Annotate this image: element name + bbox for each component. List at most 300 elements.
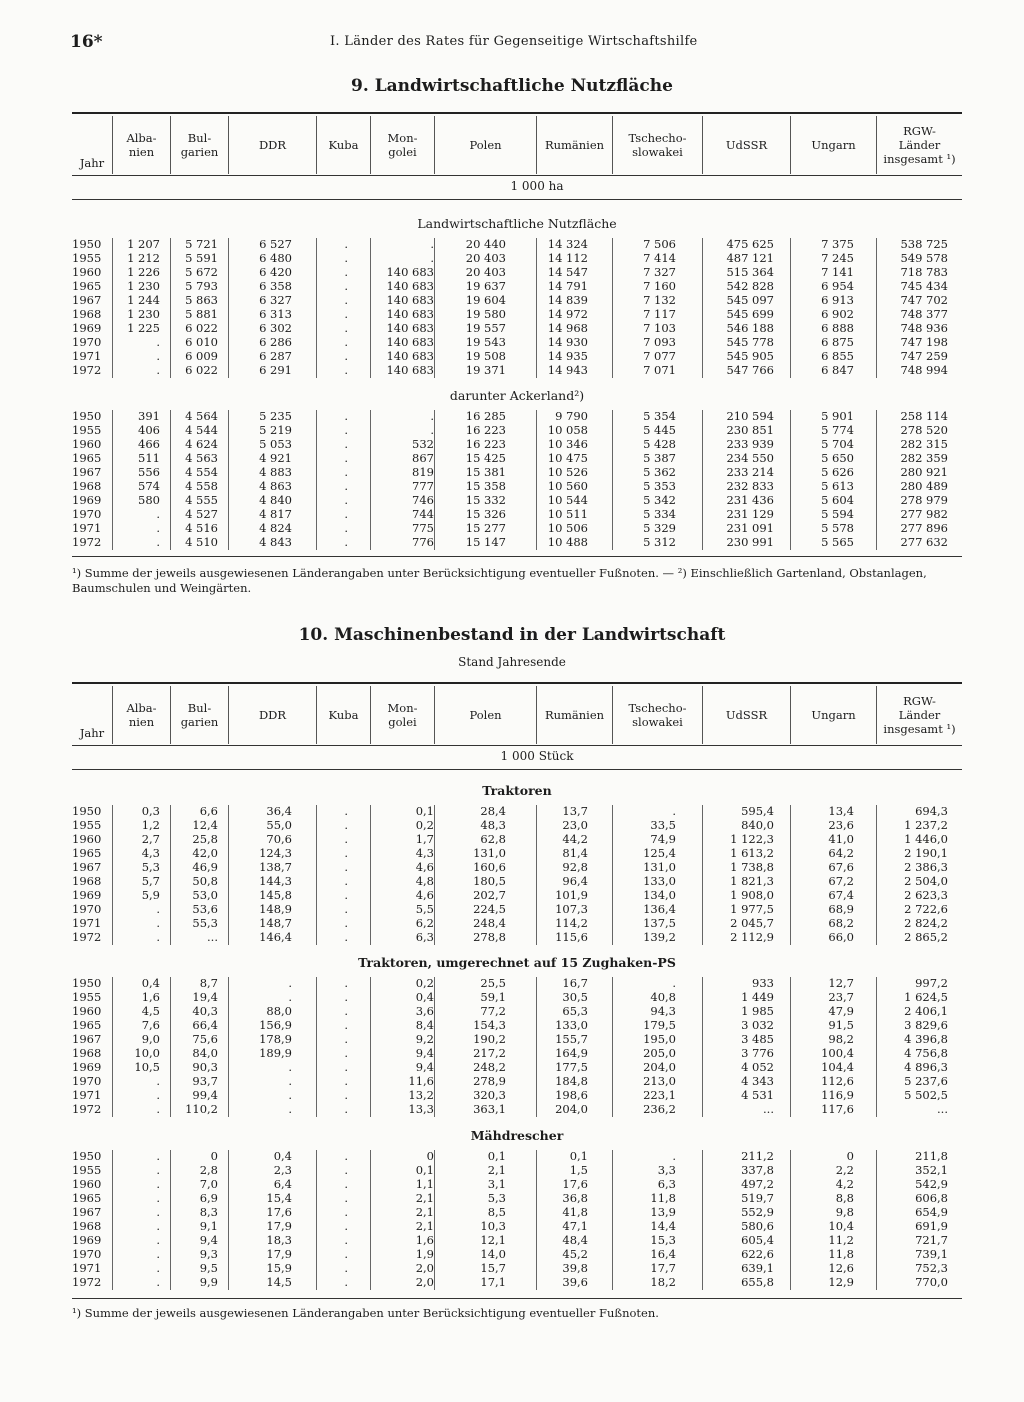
cell-col-rumaenien: 13,7 — [562, 804, 588, 818]
cell-col-rumaenien: 65,3 — [562, 1004, 588, 1018]
cell-col-albanien: 511 — [138, 451, 160, 465]
cell-col-bulgarien: ... — [207, 930, 218, 944]
cell-col-ungarn: 98,2 — [828, 1032, 854, 1046]
cell-col-polen: 15 332 — [465, 493, 506, 507]
cell-col-albanien: . — [156, 1177, 160, 1191]
cell-col-ungarn: 7 141 — [821, 265, 854, 279]
cell-col-bulgarien: 4 624 — [185, 437, 218, 451]
table10-subtitle: Stand Jahresende — [458, 655, 566, 669]
cell-col-kuba: . — [344, 990, 348, 1004]
table-row — [72, 1276, 962, 1289]
column-divider — [536, 977, 537, 1117]
cell-col-bulgarien: 4 527 — [185, 507, 218, 521]
cell-col-kuba: . — [344, 1032, 348, 1046]
cell-col-kuba: . — [344, 349, 348, 363]
cell-col-udssr: 230 991 — [726, 535, 774, 549]
cell-col-ddr: 4 843 — [259, 535, 292, 549]
column-divider — [876, 977, 877, 1117]
cell-col-kuba: . — [344, 535, 348, 549]
cell-col-ddr: 144,3 — [259, 874, 292, 888]
cell-col-rgw: 691,9 — [915, 1219, 948, 1233]
cell-col-rumaenien: 39,6 — [562, 1275, 588, 1289]
cell-col-ungarn: 6 847 — [821, 363, 854, 377]
cell-col-kuba: . — [344, 1074, 348, 1088]
cell-col-mongolei: . — [430, 251, 434, 265]
cell-col-ungarn: 66,0 — [828, 930, 854, 944]
table-row — [72, 508, 962, 521]
cell-col-rumaenien: 0,1 — [569, 1149, 588, 1163]
cell-col-tschechoslowakei: 5 353 — [643, 479, 676, 493]
cell-col-udssr: 547 766 — [726, 363, 774, 377]
cell-col-udssr: 605,4 — [741, 1233, 774, 1247]
cell-col-kuba: . — [344, 251, 348, 265]
cell-col-rumaenien: 14 547 — [547, 265, 588, 279]
cell-col-udssr: 933 — [752, 976, 774, 990]
cell-col-tschechoslowakei: 74,9 — [650, 832, 676, 846]
column-divider — [536, 238, 537, 378]
cell-col-ungarn: 6 888 — [821, 321, 854, 335]
column-divider — [702, 410, 703, 550]
cell-col-rgw: 4 896,3 — [904, 1060, 948, 1074]
cell-col-tschechoslowakei: 7 071 — [643, 363, 676, 377]
cell-col-rumaenien: 14 968 — [547, 321, 588, 335]
cell-col-jahr: 1971 — [72, 1261, 102, 1275]
table-row — [72, 1248, 962, 1261]
cell-col-bulgarien: 4 544 — [185, 423, 218, 437]
cell-col-ungarn: 5 774 — [821, 423, 854, 437]
cell-col-albanien: 5,3 — [141, 860, 160, 874]
cell-col-tschechoslowakei: 11,8 — [650, 1191, 676, 1205]
cell-col-kuba: . — [344, 237, 348, 251]
cell-col-bulgarien: 40,3 — [192, 1004, 218, 1018]
cell-col-kuba: . — [344, 265, 348, 279]
table-row — [72, 480, 962, 493]
cell-col-ddr: 6 358 — [259, 279, 292, 293]
table-row — [72, 266, 962, 279]
cell-col-jahr: 1950 — [72, 237, 102, 251]
cell-col-albanien: 1,2 — [141, 818, 160, 832]
cell-col-udssr: 4 052 — [741, 1060, 774, 1074]
cell-col-udssr: 2 045,7 — [730, 916, 774, 930]
cell-col-rgw: 745 434 — [900, 279, 948, 293]
cell-col-rgw: 770,0 — [915, 1275, 948, 1289]
cell-col-udssr: 1 908,0 — [730, 888, 774, 902]
cell-col-albanien: 391 — [138, 409, 160, 423]
cell-col-udssr: 545 097 — [726, 293, 774, 307]
cell-col-albanien: 10,5 — [134, 1060, 160, 1074]
cell-col-kuba: . — [344, 1205, 348, 1219]
table9-header-col-kuba: Kuba — [316, 116, 370, 174]
cell-col-ddr: . — [288, 1060, 292, 1074]
cell-col-jahr: 1969 — [72, 1060, 102, 1074]
cell-col-tschechoslowakei: 137,5 — [643, 916, 676, 930]
cell-col-albanien: 0,4 — [141, 976, 160, 990]
cell-col-ungarn: 47,9 — [828, 1004, 854, 1018]
cell-col-bulgarien: 6,6 — [199, 804, 218, 818]
cell-col-kuba: . — [344, 465, 348, 479]
cell-col-kuba: . — [344, 1088, 348, 1102]
cell-col-tschechoslowakei: 136,4 — [643, 902, 676, 916]
table9-bottom-rule — [72, 556, 962, 557]
cell-col-rumaenien: 177,5 — [555, 1060, 588, 1074]
cell-col-albanien: 1 225 — [127, 321, 160, 335]
cell-col-tschechoslowakei: 14,4 — [650, 1219, 676, 1233]
cell-col-ddr: 55,0 — [266, 818, 292, 832]
cell-col-jahr: 1960 — [72, 265, 102, 279]
cell-col-bulgarien: 6 010 — [185, 335, 218, 349]
cell-col-ddr: 88,0 — [266, 1004, 292, 1018]
table-row — [72, 494, 962, 507]
column-divider — [112, 977, 113, 1117]
cell-col-bulgarien: 4 554 — [185, 465, 218, 479]
table-row — [72, 875, 962, 888]
cell-col-mongolei: 867 — [412, 451, 434, 465]
cell-col-udssr: 595,4 — [741, 804, 774, 818]
cell-col-kuba: . — [344, 1261, 348, 1275]
cell-col-udssr: 840,0 — [741, 818, 774, 832]
cell-col-udssr: 1 738,8 — [730, 860, 774, 874]
cell-col-rumaenien: 10 544 — [547, 493, 588, 507]
cell-col-jahr: 1972 — [72, 535, 102, 549]
cell-col-mongolei: 140 683 — [386, 265, 434, 279]
cell-col-ungarn: 5 604 — [821, 493, 854, 507]
cell-col-udssr: 1 122,3 — [730, 832, 774, 846]
cell-col-jahr: 1955 — [72, 251, 102, 265]
cell-col-albanien: . — [156, 1102, 160, 1116]
column-divider — [170, 238, 171, 378]
cell-col-polen: 0,1 — [487, 1149, 506, 1163]
cell-col-udssr: 232 833 — [726, 479, 774, 493]
cell-col-tschechoslowakei: 6,3 — [657, 1177, 676, 1191]
cell-col-rumaenien: 47,1 — [562, 1219, 588, 1233]
cell-col-ungarn: 6 902 — [821, 307, 854, 321]
cell-col-ungarn: 112,6 — [821, 1074, 854, 1088]
cell-col-tschechoslowakei: 18,2 — [650, 1275, 676, 1289]
cell-col-udssr: 515 364 — [726, 265, 774, 279]
cell-col-rgw: 721,7 — [915, 1233, 948, 1247]
cell-col-mongolei: 4,6 — [415, 888, 434, 902]
cell-col-bulgarien: 5 863 — [185, 293, 218, 307]
cell-col-rumaenien: 115,6 — [555, 930, 588, 944]
cell-col-ungarn: 116,9 — [821, 1088, 854, 1102]
cell-col-kuba: . — [344, 521, 348, 535]
cell-col-jahr: 1969 — [72, 493, 102, 507]
column-divider — [170, 805, 171, 945]
cell-col-tschechoslowakei: 7 160 — [643, 279, 676, 293]
column-divider — [316, 1150, 317, 1290]
cell-col-mongolei: 9,4 — [415, 1060, 434, 1074]
table-row — [72, 991, 962, 1004]
cell-col-rumaenien: 92,8 — [562, 860, 588, 874]
cell-col-tschechoslowakei: 33,5 — [650, 818, 676, 832]
cell-col-albanien: . — [156, 1219, 160, 1233]
cell-col-polen: 8,5 — [487, 1205, 506, 1219]
cell-col-ddr: 4 921 — [259, 451, 292, 465]
column-divider — [434, 410, 435, 550]
table9-header-col-udssr: UdSSR — [702, 116, 790, 174]
cell-col-ungarn: 0 — [846, 1149, 854, 1163]
cell-col-ddr: 148,9 — [259, 902, 292, 916]
cell-col-kuba: . — [344, 888, 348, 902]
table-row — [72, 294, 962, 307]
cell-col-ddr: 5 053 — [259, 437, 292, 451]
table10-block-title: Mähdrescher — [470, 1128, 564, 1143]
cell-col-ddr: 0,4 — [273, 1149, 292, 1163]
cell-col-kuba: . — [344, 293, 348, 307]
cell-col-tschechoslowakei: . — [672, 804, 676, 818]
cell-col-mongolei: 3,6 — [415, 1004, 434, 1018]
cell-col-polen: 16 223 — [465, 437, 506, 451]
table-row — [72, 1033, 962, 1046]
cell-col-rumaenien: 155,7 — [555, 1032, 588, 1046]
table10-header-col-udssr: UdSSR — [702, 686, 790, 744]
column-divider — [434, 805, 435, 945]
cell-col-ddr: 5 219 — [259, 423, 292, 437]
cell-col-tschechoslowakei: 94,3 — [650, 1004, 676, 1018]
cell-col-bulgarien: 4 516 — [185, 521, 218, 535]
cell-col-jahr: 1970 — [72, 902, 102, 916]
cell-col-polen: 48,3 — [480, 818, 506, 832]
column-divider — [434, 1150, 435, 1290]
cell-col-ungarn: 6 875 — [821, 335, 854, 349]
cell-col-tschechoslowakei: 40,8 — [650, 990, 676, 1004]
cell-col-mongolei: 2,0 — [415, 1275, 434, 1289]
cell-col-rumaenien: 44,2 — [562, 832, 588, 846]
cell-col-mongolei: . — [430, 409, 434, 423]
cell-col-rumaenien: 41,8 — [562, 1205, 588, 1219]
column-divider — [536, 410, 537, 550]
cell-col-ungarn: 100,4 — [821, 1046, 854, 1060]
cell-col-rgw: 739,1 — [915, 1247, 948, 1261]
cell-col-rumaenien: 101,9 — [555, 888, 588, 902]
cell-col-mongolei: 140 683 — [386, 293, 434, 307]
cell-col-ddr: 36,4 — [266, 804, 292, 818]
column-divider — [612, 977, 613, 1117]
cell-col-ungarn: 9,8 — [835, 1205, 854, 1219]
cell-col-bulgarien: 9,5 — [199, 1261, 218, 1275]
table-row — [72, 819, 962, 832]
column-divider — [790, 238, 791, 378]
table-row — [72, 1089, 962, 1102]
cell-col-mongolei: 0,2 — [415, 976, 434, 990]
table-row — [72, 1262, 962, 1275]
column-divider — [112, 805, 113, 945]
cell-col-bulgarien: 6 022 — [185, 363, 218, 377]
cell-col-ddr: 6 480 — [259, 251, 292, 265]
cell-col-ddr: . — [288, 976, 292, 990]
cell-col-polen: 217,2 — [473, 1046, 506, 1060]
cell-col-jahr: 1969 — [72, 321, 102, 335]
table-row — [72, 536, 962, 549]
cell-col-udssr: 233 939 — [726, 437, 774, 451]
table-row — [72, 1150, 962, 1163]
cell-col-ungarn: 7 245 — [821, 251, 854, 265]
cell-col-ungarn: 5 565 — [821, 535, 854, 549]
column-divider — [316, 977, 317, 1117]
cell-col-ungarn: 5 626 — [821, 465, 854, 479]
table-row — [72, 308, 962, 321]
cell-col-mongolei: 6,2 — [415, 916, 434, 930]
cell-col-rumaenien: 16,7 — [562, 976, 588, 990]
cell-col-udssr: 546 188 — [726, 321, 774, 335]
cell-col-polen: 25,5 — [480, 976, 506, 990]
cell-col-jahr: 1960 — [72, 1177, 102, 1191]
cell-col-udssr: 545 778 — [726, 335, 774, 349]
cell-col-ddr: . — [288, 1102, 292, 1116]
cell-col-ddr: 17,6 — [266, 1205, 292, 1219]
cell-col-rgw: 3 829,6 — [904, 1018, 948, 1032]
cell-col-jahr: 1970 — [72, 1247, 102, 1261]
cell-col-kuba: . — [344, 1102, 348, 1116]
table9-header-rule — [72, 175, 962, 176]
cell-col-bulgarien: 9,3 — [199, 1247, 218, 1261]
cell-col-ungarn: 6 913 — [821, 293, 854, 307]
cell-col-mongolei: 4,3 — [415, 846, 434, 860]
cell-col-polen: 202,7 — [473, 888, 506, 902]
cell-col-rumaenien: 107,3 — [555, 902, 588, 916]
cell-col-jahr: 1955 — [72, 990, 102, 1004]
table9-top-rule — [72, 112, 962, 114]
cell-col-tschechoslowakei: 7 093 — [643, 335, 676, 349]
cell-col-tschechoslowakei: 5 342 — [643, 493, 676, 507]
cell-col-rgw: 4 396,8 — [904, 1032, 948, 1046]
cell-col-ddr: 6 527 — [259, 237, 292, 251]
cell-col-kuba: . — [344, 930, 348, 944]
table-row — [72, 280, 962, 293]
cell-col-mongolei: 9,2 — [415, 1032, 434, 1046]
table10-header-col-jahr: Jahr — [79, 726, 105, 740]
cell-col-ungarn: 12,7 — [828, 976, 854, 990]
cell-col-bulgarien: 5 591 — [185, 251, 218, 265]
cell-col-bulgarien: 8,7 — [199, 976, 218, 990]
cell-col-rumaenien: 45,2 — [562, 1247, 588, 1261]
column-divider — [790, 410, 791, 550]
cell-col-polen: 77,2 — [480, 1004, 506, 1018]
column-divider — [370, 977, 371, 1117]
cell-col-polen: 363,1 — [473, 1102, 506, 1116]
cell-col-albanien: 10,0 — [134, 1046, 160, 1060]
cell-col-ungarn: 5 650 — [821, 451, 854, 465]
table-row — [72, 322, 962, 335]
cell-col-rumaenien: 96,4 — [562, 874, 588, 888]
cell-col-jahr: 1968 — [72, 479, 102, 493]
cell-col-albanien: . — [156, 521, 160, 535]
cell-col-albanien: . — [156, 916, 160, 930]
cell-col-albanien: . — [156, 1149, 160, 1163]
cell-col-udssr: 1 613,2 — [730, 846, 774, 860]
cell-col-rumaenien: 10 506 — [547, 521, 588, 535]
cell-col-jahr: 1967 — [72, 293, 102, 307]
column-divider — [612, 1150, 613, 1290]
column-divider — [370, 805, 371, 945]
table-row — [72, 1019, 962, 1032]
table-row — [72, 1103, 962, 1116]
cell-col-rgw: 211,8 — [915, 1149, 948, 1163]
cell-col-polen: 19 557 — [465, 321, 506, 335]
cell-col-tschechoslowakei: 15,3 — [650, 1233, 676, 1247]
cell-col-ddr: 156,9 — [259, 1018, 292, 1032]
table-row — [72, 917, 962, 930]
cell-col-mongolei: 2,0 — [415, 1261, 434, 1275]
cell-col-rgw: 997,2 — [915, 976, 948, 990]
cell-col-kuba: . — [344, 335, 348, 349]
cell-col-rgw: 542,9 — [915, 1177, 948, 1191]
table-row — [72, 805, 962, 818]
cell-col-udssr: ... — [763, 1102, 774, 1116]
cell-col-tschechoslowakei: 7 103 — [643, 321, 676, 335]
cell-col-rgw: 2 406,1 — [904, 1004, 948, 1018]
table10-header-col-kuba: Kuba — [316, 686, 370, 744]
table-row — [72, 1178, 962, 1191]
cell-col-udssr: 487 121 — [726, 251, 774, 265]
cell-col-bulgarien: 5 721 — [185, 237, 218, 251]
cell-col-rgw: 278 979 — [900, 493, 948, 507]
cell-col-mongolei: 1,6 — [415, 1233, 434, 1247]
cell-col-bulgarien: 9,1 — [199, 1219, 218, 1233]
cell-col-rgw: 747 702 — [900, 293, 948, 307]
cell-col-rumaenien: 10 488 — [547, 535, 588, 549]
cell-col-udssr: 497,2 — [741, 1177, 774, 1191]
cell-col-kuba: . — [344, 1233, 348, 1247]
cell-col-rgw: 282 359 — [900, 451, 948, 465]
cell-col-kuba: . — [344, 1275, 348, 1289]
table10-header-col-tschechoslowakei: Tschecho- slowakei — [612, 686, 702, 744]
cell-col-albanien: 556 — [138, 465, 160, 479]
cell-col-jahr: 1965 — [72, 1191, 102, 1205]
column-divider — [612, 238, 613, 378]
table-row — [72, 1061, 962, 1074]
column-divider — [228, 977, 229, 1117]
cell-col-rumaenien: 1,5 — [569, 1163, 588, 1177]
cell-col-tschechoslowakei: 7 077 — [643, 349, 676, 363]
cell-col-albanien: . — [156, 335, 160, 349]
cell-col-ddr: 146,4 — [259, 930, 292, 944]
cell-col-ddr: 138,7 — [259, 860, 292, 874]
column-divider — [702, 805, 703, 945]
cell-col-bulgarien: 25,8 — [192, 832, 218, 846]
cell-col-albanien: 580 — [138, 493, 160, 507]
cell-col-rumaenien: 10 346 — [547, 437, 588, 451]
cell-col-tschechoslowakei: 5 445 — [643, 423, 676, 437]
cell-col-tschechoslowakei: 223,1 — [643, 1088, 676, 1102]
cell-col-kuba: . — [344, 1177, 348, 1191]
cell-col-kuba: . — [344, 1247, 348, 1261]
cell-col-rumaenien: 10 058 — [547, 423, 588, 437]
cell-col-tschechoslowakei: 7 506 — [643, 237, 676, 251]
table-row — [72, 931, 962, 944]
cell-col-tschechoslowakei: 5 312 — [643, 535, 676, 549]
cell-col-mongolei: 777 — [412, 479, 434, 493]
cell-col-bulgarien: 90,3 — [192, 1060, 218, 1074]
cell-col-albanien: . — [156, 507, 160, 521]
cell-col-rgw: 5 237,6 — [904, 1074, 948, 1088]
cell-col-albanien: 1 207 — [127, 237, 160, 251]
cell-col-bulgarien: 99,4 — [192, 1088, 218, 1102]
cell-col-udssr: 231 091 — [726, 521, 774, 535]
cell-col-polen: 248,4 — [473, 916, 506, 930]
cell-col-albanien: . — [156, 1247, 160, 1261]
cell-col-jahr: 1950 — [72, 409, 102, 423]
cell-col-tschechoslowakei: 7 132 — [643, 293, 676, 307]
cell-col-ungarn: 12,9 — [828, 1275, 854, 1289]
cell-col-rumaenien: 10 526 — [547, 465, 588, 479]
cell-col-albanien: 1,6 — [141, 990, 160, 1004]
cell-col-ddr: 6 287 — [259, 349, 292, 363]
cell-col-albanien: 1 230 — [127, 279, 160, 293]
column-divider — [228, 805, 229, 945]
cell-col-udssr: 231 129 — [726, 507, 774, 521]
table-row — [72, 1234, 962, 1247]
